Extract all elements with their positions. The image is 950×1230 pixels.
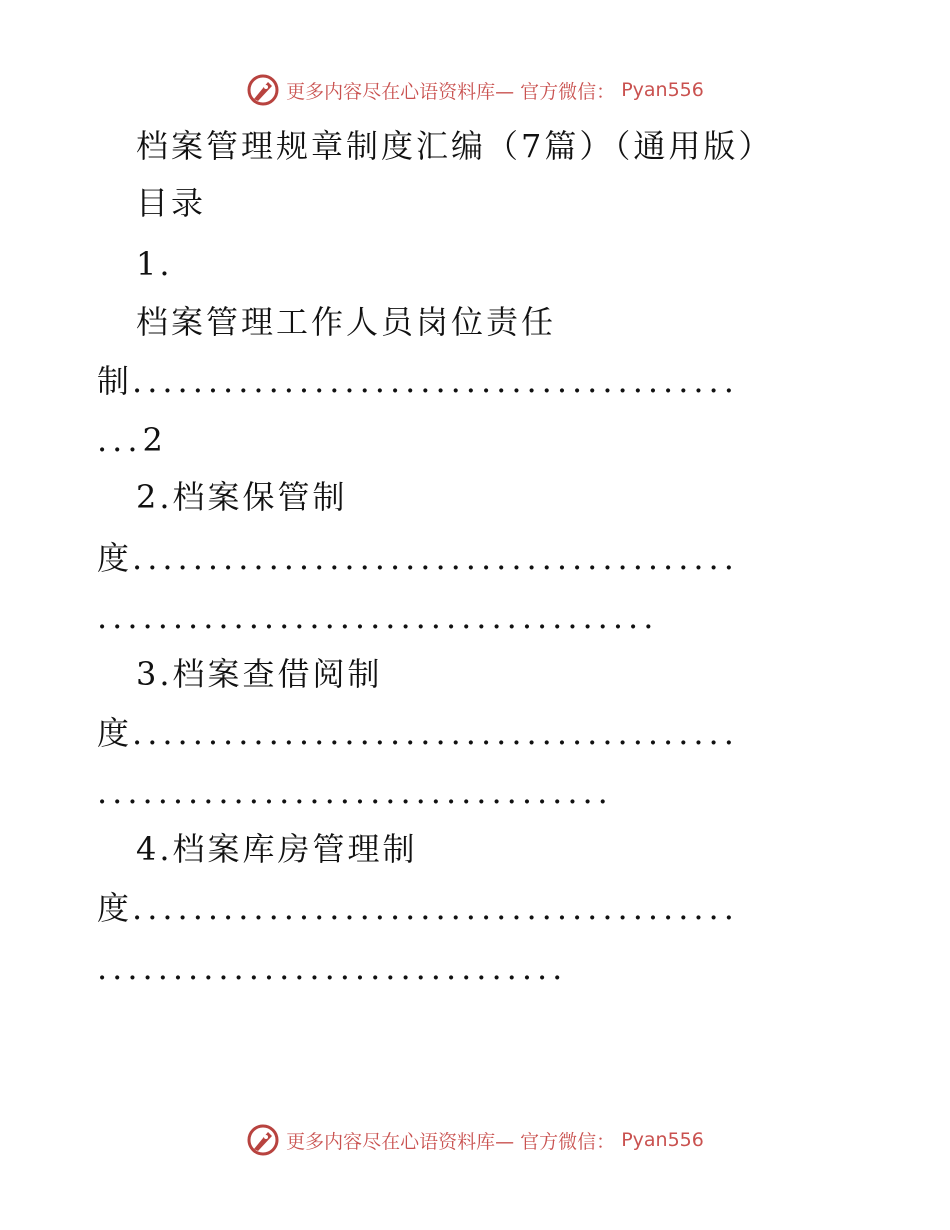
toc-heading: 目录	[136, 184, 207, 222]
toc-entry-4-leader-cont	[97, 948, 567, 988]
toc-entry-4-leader	[97, 888, 842, 928]
banner-wechat-label: 官方微信：	[520, 1130, 616, 1153]
toc-entry-1-leader-cont	[97, 420, 166, 460]
banner-main-text: 更多内容尽在心语资料库—	[286, 1130, 515, 1153]
toc-entry-4-title: 4.档案库房管理制	[136, 830, 418, 868]
toc-entry-4-dots-cont: ...............................	[97, 949, 568, 987]
toc-entry-3-leader	[97, 713, 842, 753]
toc-entry-3-dots: ........................................	[132, 714, 739, 752]
toc-entry-3-title: 3.档案查借阅制	[136, 655, 383, 693]
toc-entry-3-dots-cont: ..................................	[97, 773, 613, 811]
toc-entry-1-title-tail: 制	[97, 362, 133, 400]
toc-entry-3-leader-cont	[97, 772, 613, 812]
toc-entry-2-dots: ........................................	[132, 539, 739, 577]
banner-wechat-id: Pyan556	[621, 79, 704, 101]
toc-entry-1-dots-cont: ...	[97, 421, 143, 459]
toc-entry-1-title: 档案管理工作人员岗位责任	[136, 303, 557, 341]
pen-nib-logo-icon	[246, 1123, 280, 1157]
banner-main-text: 更多内容尽在心语资料库—	[286, 80, 515, 103]
banner-wechat-id: Pyan556	[621, 1129, 704, 1151]
toc-entry-1-leader	[97, 361, 842, 401]
toc-entry-2-dots-cont: .....................................	[97, 598, 659, 636]
toc-entry-4-title-tail: 度	[97, 889, 133, 927]
toc-entry-4-dots: ........................................	[132, 889, 739, 927]
toc-entry-1-page: 2	[142, 421, 166, 459]
toc-entry-1-number: 1.	[136, 245, 173, 283]
banner-wechat-label: 官方微信：	[520, 80, 616, 103]
toc-entry-3-title-tail: 度	[97, 714, 133, 752]
toc-entry-2-title-tail: 度	[97, 539, 133, 577]
document-title: 档案管理规章制度汇编（7篇）（通用版）	[136, 127, 774, 165]
toc-entry-2-leader-cont	[97, 597, 658, 637]
footer-watermark-banner	[0, 1120, 950, 1160]
toc-entry-2-leader	[97, 538, 842, 578]
toc-entry-2-title: 2.档案保管制	[136, 478, 348, 516]
toc-entry-1-dots: ........................................	[132, 362, 739, 400]
